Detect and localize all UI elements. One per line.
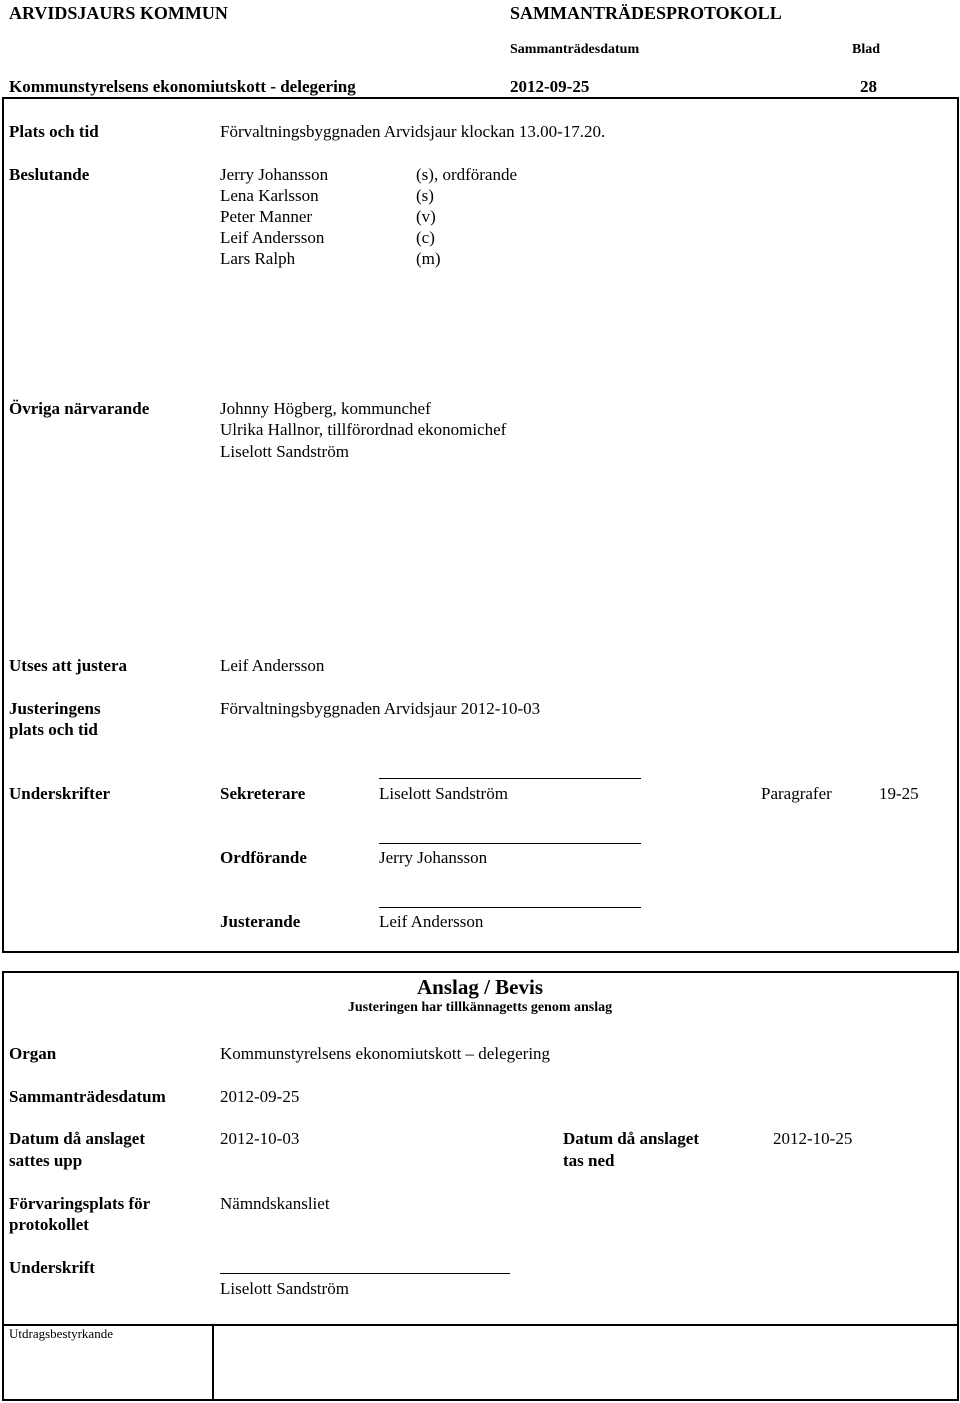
deciding-party: (s), ordförande [416, 165, 518, 184]
posted-label: Datum då anslaget [9, 1129, 146, 1148]
notice-title: Anslag / Bevis [416, 975, 544, 999]
removed-label: tas ned [563, 1151, 615, 1170]
others-label: Övriga närvarande [9, 399, 150, 418]
certification-label: Utdragsbestyrkande [9, 1326, 113, 1341]
paragraphs-label: Paragrafer [761, 784, 832, 803]
page-column-label: Blad [852, 42, 881, 57]
municipality-name: ARVIDSJAURS KOMMUN [9, 3, 228, 23]
storage-label: Förvaringsplats för [9, 1194, 151, 1213]
others-item: Liselott Sandström [220, 442, 349, 461]
storage-value: Nämndskansliet [220, 1194, 330, 1213]
adjuster-role: Justerande [220, 912, 301, 931]
adjust-place-value: Förvaltningsbyggnaden Arvidsjaur 2012-10-03 [220, 699, 541, 718]
signatures-label: Underskrifter [9, 784, 111, 803]
deciding-name: Jerry Johansson [220, 165, 329, 184]
notice-subtitle: Justeringen har tillkännagetts genom anslag [347, 1000, 613, 1015]
footer-cell-divider [212, 1324, 214, 1401]
page-number: 28 [860, 77, 877, 96]
adjuster-value: Leif Andersson [220, 656, 325, 675]
posted-label: sattes upp [9, 1151, 83, 1170]
signature-label: Underskrift [9, 1258, 95, 1277]
adjust-place-label: Justeringens [9, 699, 101, 718]
organ-value: Kommunstyrelsens ekonomiutskott – delegering [220, 1044, 551, 1063]
header-date: 2012-09-25 [510, 77, 590, 96]
meeting-date-label: Sammanträdesdatum [9, 1087, 166, 1106]
secretary-name: Liselott Sandström [379, 784, 508, 803]
posted-value: 2012-10-03 [220, 1129, 300, 1148]
place-value: Förvaltningsbyggnaden Arvidsjaur klockan 13.00-17.20. [220, 122, 606, 141]
paragraphs-value: 19-25 [879, 784, 919, 803]
committee-name: Kommunstyrelsens ekonomiutskott - delegering [9, 77, 356, 96]
notice-box [2, 971, 959, 1401]
signature-name: Liselott Sandström [220, 1279, 349, 1298]
document-type: SAMMANTRÄDESPROTOKOLL [510, 3, 782, 23]
chair-name: Jerry Johansson [379, 848, 488, 867]
organ-label: Organ [9, 1044, 57, 1063]
removed-label: Datum då anslaget [563, 1129, 700, 1148]
deciding-party: (m) [416, 249, 441, 268]
deciding-party: (c) [416, 228, 435, 247]
place-label: Plats och tid [9, 122, 99, 141]
adjust-place-label: plats och tid [9, 720, 98, 739]
meeting-date-value: 2012-09-25 [220, 1087, 300, 1106]
footer-divider [2, 1324, 959, 1326]
signature-line [379, 778, 641, 779]
secretary-role: Sekreterare [220, 784, 306, 803]
others-item: Ulrika Hallnor, tillförordnad ekonomichef [220, 420, 507, 439]
signature-line [379, 843, 641, 844]
adjuster-label: Utses att justera [9, 656, 128, 675]
chair-role: Ordförande [220, 848, 307, 867]
signature-line [220, 1273, 510, 1274]
deciding-name: Lars Ralph [220, 249, 296, 268]
removed-value: 2012-10-25 [773, 1129, 853, 1148]
adjuster-signature-name: Leif Andersson [379, 912, 484, 931]
deciding-name: Leif Andersson [220, 228, 325, 247]
date-column-label: Sammanträdesdatum [510, 42, 640, 57]
deciding-name: Lena Karlsson [220, 186, 319, 205]
signature-line [379, 907, 641, 908]
others-item: Johnny Högberg, kommunchef [220, 399, 431, 418]
storage-label: protokollet [9, 1215, 89, 1234]
deciding-label: Beslutande [9, 165, 90, 184]
deciding-party: (v) [416, 207, 436, 226]
protocol-box [2, 97, 959, 953]
deciding-party: (s) [416, 186, 434, 205]
deciding-name: Peter Manner [220, 207, 313, 226]
